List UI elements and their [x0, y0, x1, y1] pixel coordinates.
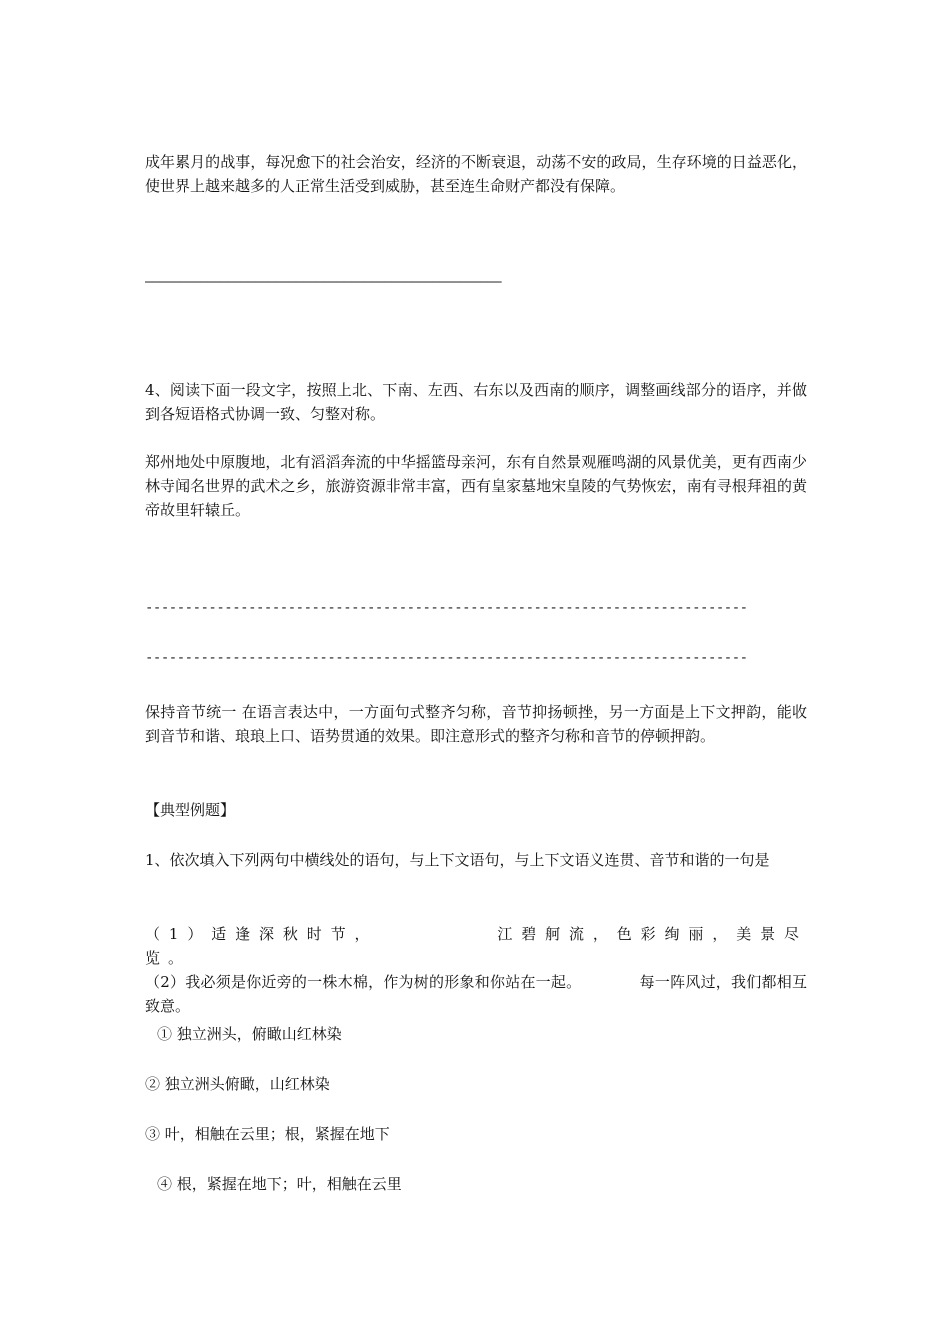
sentence-1	[145, 922, 807, 970]
example-sentences	[145, 922, 807, 1018]
option-2: ② 独立洲头俯瞰，山红林染	[145, 1075, 330, 1093]
paragraph-war-consequences: 成年累月的战事，每况愈下的社会治安，经济的不断衰退，动荡不安的政局，生存环境的日益恶化，使世界上越来越多的人正常生活受到威胁，甚至连生命财产都没有保障。	[145, 153, 807, 195]
answer-line-dashed-1: ----------------------------------------------------------------------------	[145, 600, 748, 616]
answer-line-solid: ————————————————————————————————————————————————————	[145, 274, 501, 290]
answer-line-dashed-2: ----------------------------------------------------------------------------	[145, 650, 748, 666]
zhengzhou-passage: 郑州地处中原腹地，北有滔滔奔流的中华摇篮母亲河，东有自然景观雁鸣湖的风景优美，更有西南少林寺闻名世界的武术之乡，旅游资源非常丰富，西有皇家墓地宋皇陵的气势恢宏，南有寻根拜祖的黄帝故里轩辕丘。	[145, 453, 807, 519]
rhythm-explanation: 保持音节统一 在语言表达中，一方面句式整齐匀称，音节抑扬顿挫，另一方面是上下文押韵，能收到音节和谐、琅琅上口、语势贯通的效果。即注意形式的整齐匀称和音节的停顿押韵。	[145, 703, 807, 745]
sentence-2-part-b: 每一阵风过，我们都相互致意。	[145, 973, 807, 1015]
question-4-prompt: 4、阅读下面一段文字，按照上北、下南、左西、右东以及西南的顺序，调整画线部分的语序，并做到各短语格式协调一致、匀整对称。	[145, 381, 807, 423]
typical-examples-heading: 【典型例题】	[145, 801, 236, 819]
option-4: ④ 根，紧握在地下；叶，相触在云里	[157, 1175, 402, 1193]
question-1-prompt: 1、依次填入下列两句中横线处的语句，与上下文语句，与上下文语义连贯、音节和谐的一句是	[145, 851, 770, 869]
option-1: ① 独立洲头，俯瞰山红林染	[157, 1025, 342, 1043]
sentence-1-part-b: 江碧舸流，色彩绚丽，美景尽览。	[145, 925, 807, 967]
option-3: ③ 叶，相触在云里；根，紧握在地下	[145, 1125, 390, 1143]
sentence-2-part-a: （2）我必须是你近旁的一株木棉，作为树的形象和你站在一起。	[145, 973, 582, 991]
sentence-1-part-a: （1）适逢深秋时节，	[145, 925, 379, 943]
